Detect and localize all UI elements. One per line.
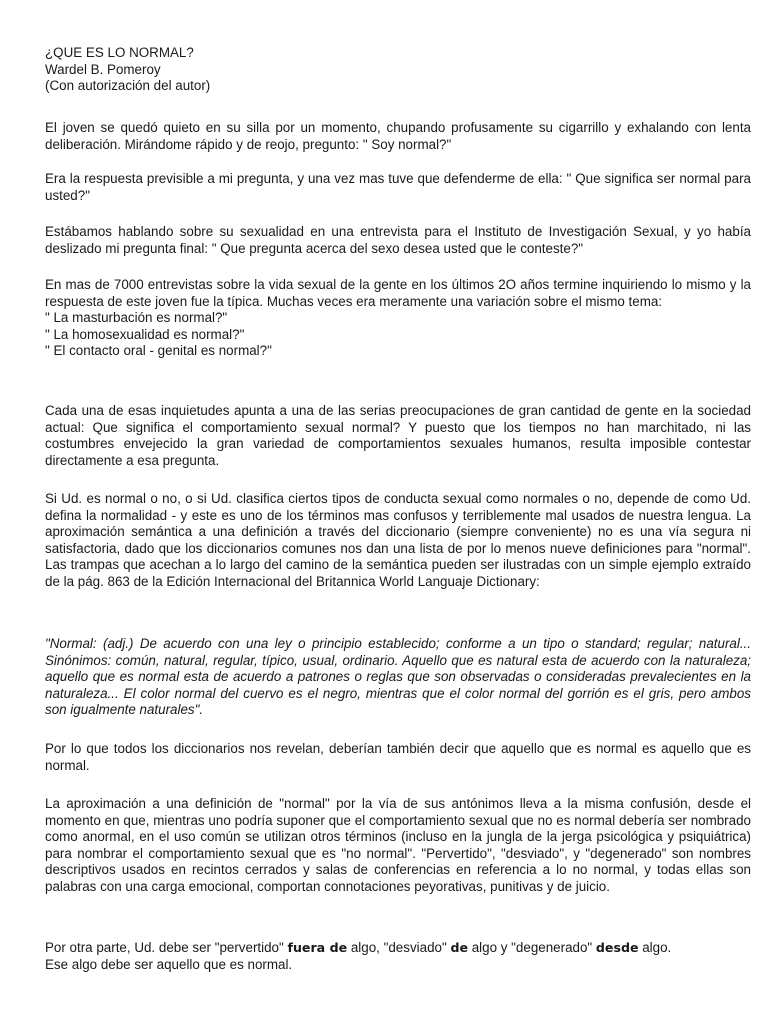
bold-text-run: de	[450, 940, 468, 955]
paragraph-5: Cada una de esas inquietudes apunta a una de las serias preocupaciones de gran cantidad de gente en la sociedad actual: Que significa el comportamiento sexual normal? Y puesto que los tiempos no han marchitado, ni las costumbres envejecido la gran variedad de comportamientos sexuales humanos, resulta imposible contestar directamente a esa pregunta.	[45, 403, 751, 468]
paragraph-9-line-2: Ese algo debe ser aquello que es normal.	[45, 956, 293, 972]
text-run: algo.	[638, 940, 672, 955]
text-run: algo y "degenerado"	[468, 940, 596, 955]
list-item: " La masturbación es normal?"	[45, 310, 228, 326]
bold-text-run: fuera de	[287, 940, 348, 955]
list-item: " El contacto oral - genital es normal?"	[45, 343, 272, 359]
dictionary-quote: "Normal: (adj.) De acuerdo con una ley o principio establecido; conforme a un tipo o standard; regular; natural... Sinónimos: común, natural, regular, típico, usual, ordinario. Aquello que es natural esta de acuerdo con la naturaleza; aquello que es normal esta de acuerdo a patrones o reglas que son observadas o consideradas prevalecientes en la naturaleza... El color normal del cuervo es el negro, mientras que el color normal del gorrión es el gris, pero ambos son igualmente naturales".	[45, 636, 751, 718]
bold-text-run: desde	[595, 940, 639, 955]
document-author: Wardel B. Pomeroy	[45, 61, 161, 77]
paragraph-2: Era la respuesta previsible a mi pregunta, y una vez mas tuve que defenderme de ella: " Que significa ser normal para usted?"	[45, 171, 751, 203]
paragraph-4	[45, 277, 751, 360]
paragraph-9-line-1	[45, 940, 751, 957]
paragraph-3: Estábamos hablando sobre su sexualidad en una entrevista para el Instituto de Investigación Sexual, y yo había deslizado mi pregunta final: " Que pregunta acerca del sexo desea usted que le conteste?"	[45, 224, 751, 256]
paragraph-6: Si Ud. es normal o no, o si Ud. clasifica ciertos tipos de conducta sexual como normales o no, depende de como Ud. defina la normalidad - y este es uno de los términos mas confusos y terriblemente mal usados de nuestra lengua. La aproximación semántica a una definición a través del diccionario (siempre conveniente) no es una vía segura ni satisfactoria, dado que los diccionarios comunes nos dan una lista de por lo menos nueve definiciones para "normal". Las trampas que acechan a lo largo del camino de la semántica pueden ser ilustradas con un simple ejemplo extraído de la pág. 863 de la Edición Internacional del Britannica World Languaje Dictionary:	[45, 491, 751, 589]
document-title: ¿QUE ES LO NORMAL?	[45, 45, 194, 60]
paragraph-4-text: En mas de 7000 entrevistas sobre la vida sexual de la gente en los últimos 2O años termine inquiriendo lo mismo y la respuesta de este joven fue la típica. Muchas veces era meramente una variación sobre el mismo tema:	[45, 277, 751, 309]
text-run: Por otra parte, Ud. debe ser "pervertido"	[45, 940, 288, 955]
paragraph-8: La aproximación a una definición de "normal" por la vía de sus antónimos lleva a la misma confusión, desde el momento en que, mientras uno podría suponer que el comportamiento sexual que no es normal debería ser nombrado como anormal, en el uso común se utilizan otros términos (incluso en la jungla de la jerga psicológica y psiquiátrica) para nombrar el comportamiento sexual que es "no normal". "Pervertido", "desviado", y "degenerado" son nombres descriptivos usados en recintos cerrados y salas de conferencias en referencia a lo no normal, y todas ellas son palabras con una carga emocional, comportan connotaciones peyorativas, punitivas y de juicio.	[45, 796, 751, 894]
paragraph-9	[45, 940, 751, 973]
text-run: algo, "desviado"	[347, 940, 451, 955]
document-header	[45, 45, 751, 95]
paragraph-1: El joven se quedó quieto en su silla por un momento, chupando profusamente su cigarrillo y exhalando con lenta deliberación. Mirándome rápido y de reojo, pregunto: " Soy normal?"	[45, 120, 751, 152]
paragraph-7: Por lo que todos los diccionarios nos revelan, deberían también decir que aquello que es normal es aquello que es normal.	[45, 741, 751, 773]
author-permission-note: (Con autorización del autor)	[45, 78, 211, 94]
list-item: " La homosexualidad es normal?"	[45, 326, 245, 342]
